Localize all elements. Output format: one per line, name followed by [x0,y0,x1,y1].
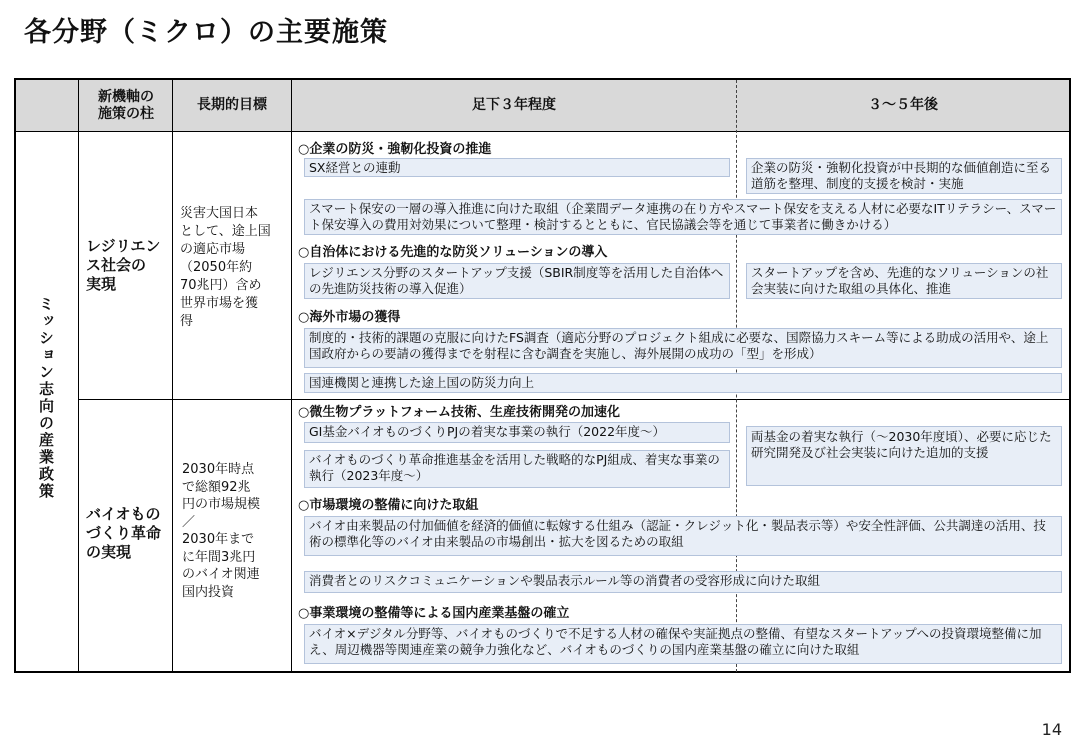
header-mid-term: ３～５年後 [868,97,938,113]
page-title: 各分野（ミクロ）の主要施策 [24,17,388,48]
bio-box-industry-base: バイオ×デジタル分野等、バイオものづくりで不足する人材の確保や実証拠点の整備、有望なスタートアップへの投資環境整備に加え、周辺機器等関連産業の競争力強化など、バイオものづくりの国内産業基盤の確立に向けた取組 [304,624,1062,664]
pillar-resilience: レジリエン ス社会の 実現 [86,237,161,293]
resilience-heading-2: ○自治体における先進的な防災ソリューションの導入 [298,245,608,260]
table-border-left [14,78,16,673]
bio-box-gi-fund: GI基金バイオものづくりPJの着実な事業の執行（2022年度～） [304,422,730,443]
goal-bio: 2030年時点 で総額92兆 円の市場規模 ／ 2030年まで に年間3兆円 のバイオ関連 国内投資 [182,462,261,600]
goal-resilience: 災害大国日本 として、途上国 の適応市場 （2050年約 70兆円）含め 世界市場を獲 得 [180,206,271,329]
col-divider-3 [291,79,292,672]
bio-heading-1: ○微生物プラットフォーム技術、生産技術開発の加速化 [298,405,621,420]
bio-box-market: バイオ由来製品の付加価値を経済的価値に転嫁する仕組み（認証・クレジット化・製品表示等）や安全性評価、公共調達の活用、技術の標準化等のバイオ由来製品の市場創出・拡大を図るための取組 [304,516,1062,556]
header-near-term: 足下３年程度 [472,97,556,113]
col-divider-1 [78,79,79,672]
pillar-bio: バイオもの づくり革命 の実現 [86,505,162,561]
resilience-heading-1: ○企業の防災・強靭化投資の推進 [298,142,492,157]
header-pillar: 新機軸の 施策の柱 [98,89,154,122]
row-divider [78,399,1070,400]
resilience-box-sx-mid: 企業の防災・強靭化投資が中長期的な価値創造に至る道筋を整理、制度的支援を検討・実施 [746,158,1062,194]
resilience-box-startup: レジリエンス分野のスタートアップ支援（SBIR制度等を活用した自治体への先進防災技術の導入促進） [304,263,730,299]
resilience-heading-3: ○海外市場の獲得 [298,310,401,325]
bio-heading-2: ○市場環境の整備に向けた取組 [298,498,479,513]
resilience-box-un: 国連機関と連携した途上国の防災力向上 [304,373,1062,393]
resilience-box-fs: 制度的・技術的課題の克服に向けたFS調査（適応分野のプロジェクト組成に必要な、国際協力スキーム等による助成の活用や、途上国政府からの要請の獲得までを射程に含む調査を実施し、海外展開の成功の「型」を形成） [304,328,1062,368]
header-goal: 長期的目標 [197,97,267,113]
bio-box-consumer: 消費者とのリスクコミュニケーションや製品表示ルール等の消費者の受容形成に向けた取組 [304,571,1062,593]
col-divider-2 [172,79,173,672]
bio-box-revolution-fund: バイオものづくり革命推進基金を活用した戦略的なPJ組成、着実な事業の執行（2023年度～） [304,450,730,488]
resilience-box-startup-mid: スタートアップを含め、先進的なソリューションの社会実装に向けた取組の具体化、推進 [746,263,1062,299]
resilience-box-sx: SX経営との連動 [304,158,730,177]
table-border-right [1069,78,1071,673]
page-number: 14 [1041,720,1062,739]
row-group-label: ミッション志向の産業政策 [37,296,55,500]
bio-heading-3: ○事業環境の整備等による国内産業基盤の確立 [298,606,570,621]
bio-box-fund-mid: 両基金の着実な執行（～2030年度頃）、必要に応じた研究開発及び社会実装に向けた追加的支援 [746,426,1062,486]
resilience-box-smart-safety: スマート保安の一層の導入推進に向けた取組（企業間データ連携の在り方やスマート保安を支える人材に必要なITリテラシー、スマート保安導入の費用対効果について整理・検討するとともに、官民協議会等を通じて事業者に働きかける） [304,199,1062,235]
